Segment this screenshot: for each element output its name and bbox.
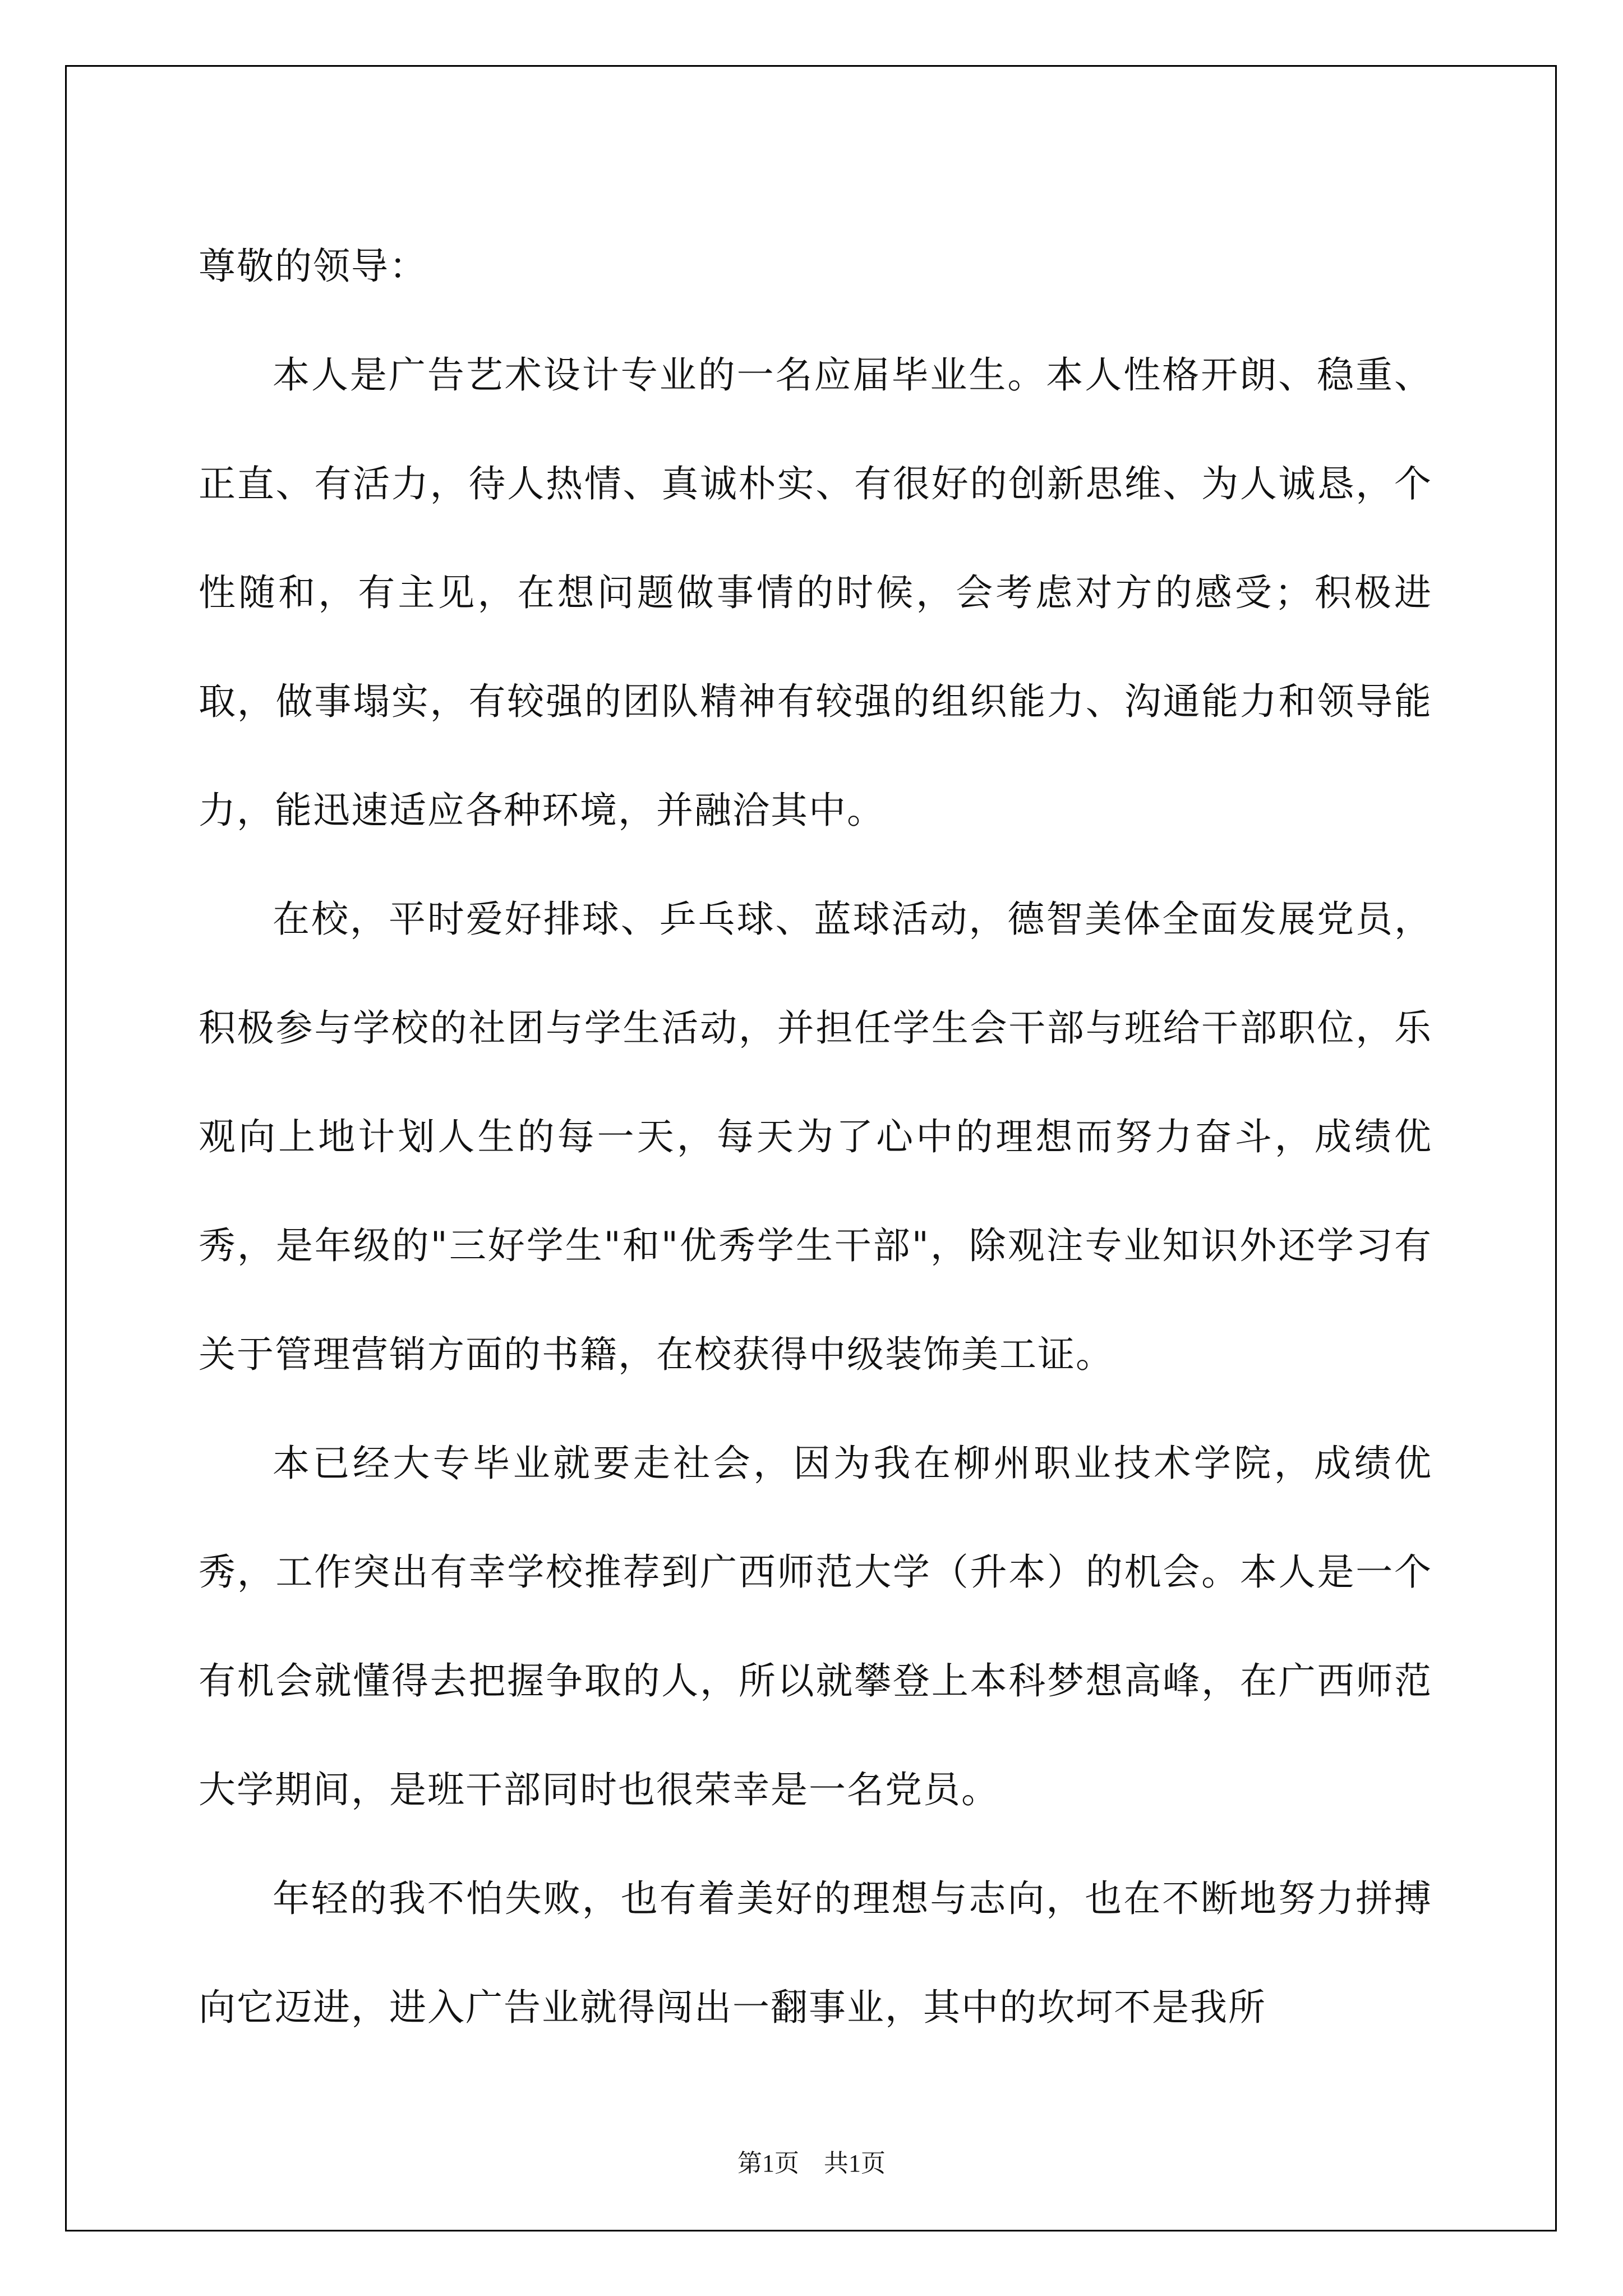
paragraph: 年轻的我不怕失败，也有着美好的理想与志向，也在不断地努力拼搏向它迈进，进入广告业就得闯出一翻事业，其中的坎坷不是我所 — [199, 1877, 1432, 2029]
paragraph: 本人是广告艺术设计专业的一名应届毕业生。本人性格开朗、稳重、正直、有活力，待人热情、真诚朴实、有很好的创新思维、为人诚恳，个性随和，有主见，在想问题做事情的时候，会考虑对方的感受；积极进取，做事塌实，有较强的团队精神有较强的组织能力、沟通能力和领导能力，能迅速适应各种环境，并融洽其中。 — [199, 353, 1432, 832]
page-number-footer: 第1页 共1页 — [737, 2150, 886, 2177]
paragraph: 在校，平时爱好排球、乒乓球、蓝球活动，德智美体全面发展党员，积极参与学校的社团与学生活动，并担任学生会干部与班给干部职位，乐观向上地计划人生的每一天，每天为了心中的理想而努力奋斗，成绩优秀，是年级的"三好学生"和"优秀学生干部"，除观注专业知识外还学习有关于管理营销方面的书籍，在校获得中级装饰美工证。 — [199, 898, 1432, 1376]
document-body — [199, 212, 1432, 2062]
paragraph: 本已经大专毕业就要走社会，因为我在柳州职业技术学院，成绩优秀，工作突出有幸学校推荐到广西师范大学（升本）的机会。本人是一个有机会就懂得去把握争取的人，所以就攀登上本科梦想高峰，在广西师范大学期间，是班干部同时也很荣幸是一名党员。 — [199, 1442, 1432, 1811]
salutation: 尊敬的领导： — [199, 245, 427, 288]
